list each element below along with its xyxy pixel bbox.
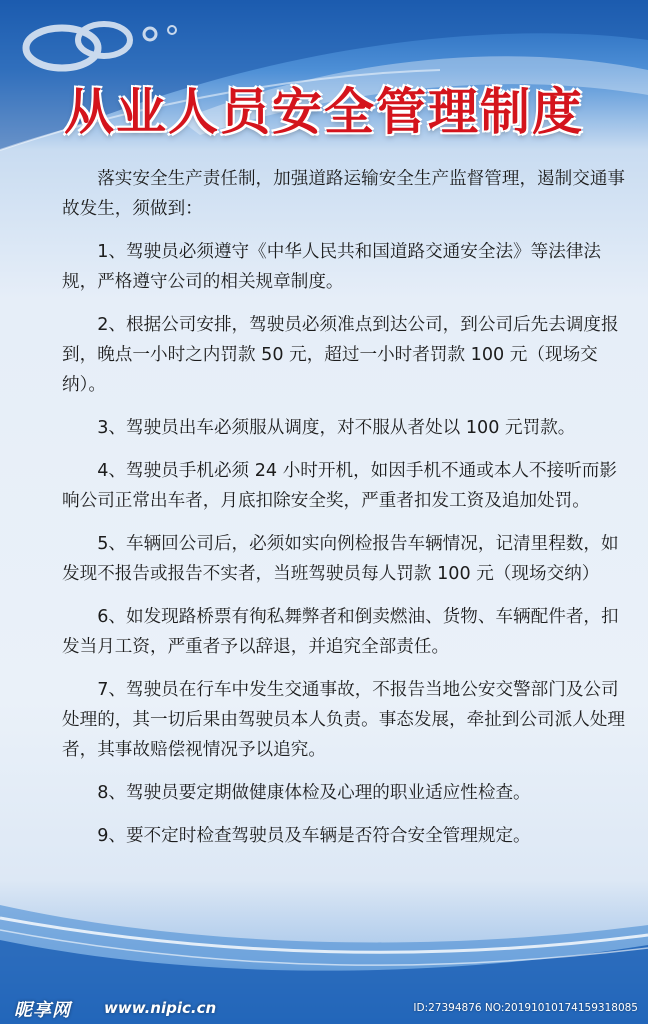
rule-item-9: 9、要不定时检查驾驶员及车辆是否符合安全管理规定。 bbox=[97, 826, 531, 846]
rule-item-2: 2、根据公司安排，驾驶员必须准点到达公司，到公司后先去调度报到，晚点一小时之内罚款 50 元，超过一小时者罚款 100 元（现场交纳）。 bbox=[62, 315, 619, 395]
rule-item-8: 8、驾驶员要定期做健康体检及心理的职业适应性检查。 bbox=[97, 783, 531, 803]
rule-item-6: 6、如发现路桥票有徇私舞弊者和倒卖燃油、货物、车辆配件者，扣发当月工资，严重者予以辞退，并追究全部责任。 bbox=[62, 607, 619, 657]
rule-item-1: 1、驾驶员必须遵守《中华人民共和国道路交通安全法》等法律法规，严格遵守公司的相关规章制度。 bbox=[62, 242, 602, 292]
watermark-logo: 昵享网 bbox=[14, 1000, 71, 1021]
watermark-bar bbox=[0, 990, 648, 1024]
rule-item-3: 3、驾驶员出车必须服从调度，对不服从者处以 100 元罚款。 bbox=[97, 418, 576, 438]
rule-item-5: 5、车辆回公司后，必须如实向例检报告车辆情况，记清里程数，如发现不报告或报告不实者，当班驾驶员每人罚款 100 元（现场交纳） bbox=[62, 534, 619, 584]
watermark-id: ID:27394876 NO:20191010174159318085 bbox=[413, 1002, 638, 1014]
rule-item-7: 7、驾驶员在行车中发生交通事故，不报告当地公安交警部门及公司处理的，其一切后果由驾驶员本人负责。事态发展，牵扯到公司派人处理者，其事故赔偿视情况予以追究。 bbox=[62, 680, 626, 760]
poster-title: 从业人员安全管理制度 bbox=[64, 82, 584, 141]
watermark-url: www.nipic.cn bbox=[104, 999, 217, 1017]
rule-item-4: 4、驾驶员手机必须 24 小时开机，如因手机不通或本人不接听而影响公司正常出车者，月底扣除安全奖，严重者扣发工资及追加处罚。 bbox=[62, 461, 617, 511]
regulation-body bbox=[62, 164, 630, 864]
intro-paragraph: 落实安全生产责任制，加强道路运输安全生产监督管理，遏制交通事故发生，须做到： bbox=[62, 169, 626, 219]
